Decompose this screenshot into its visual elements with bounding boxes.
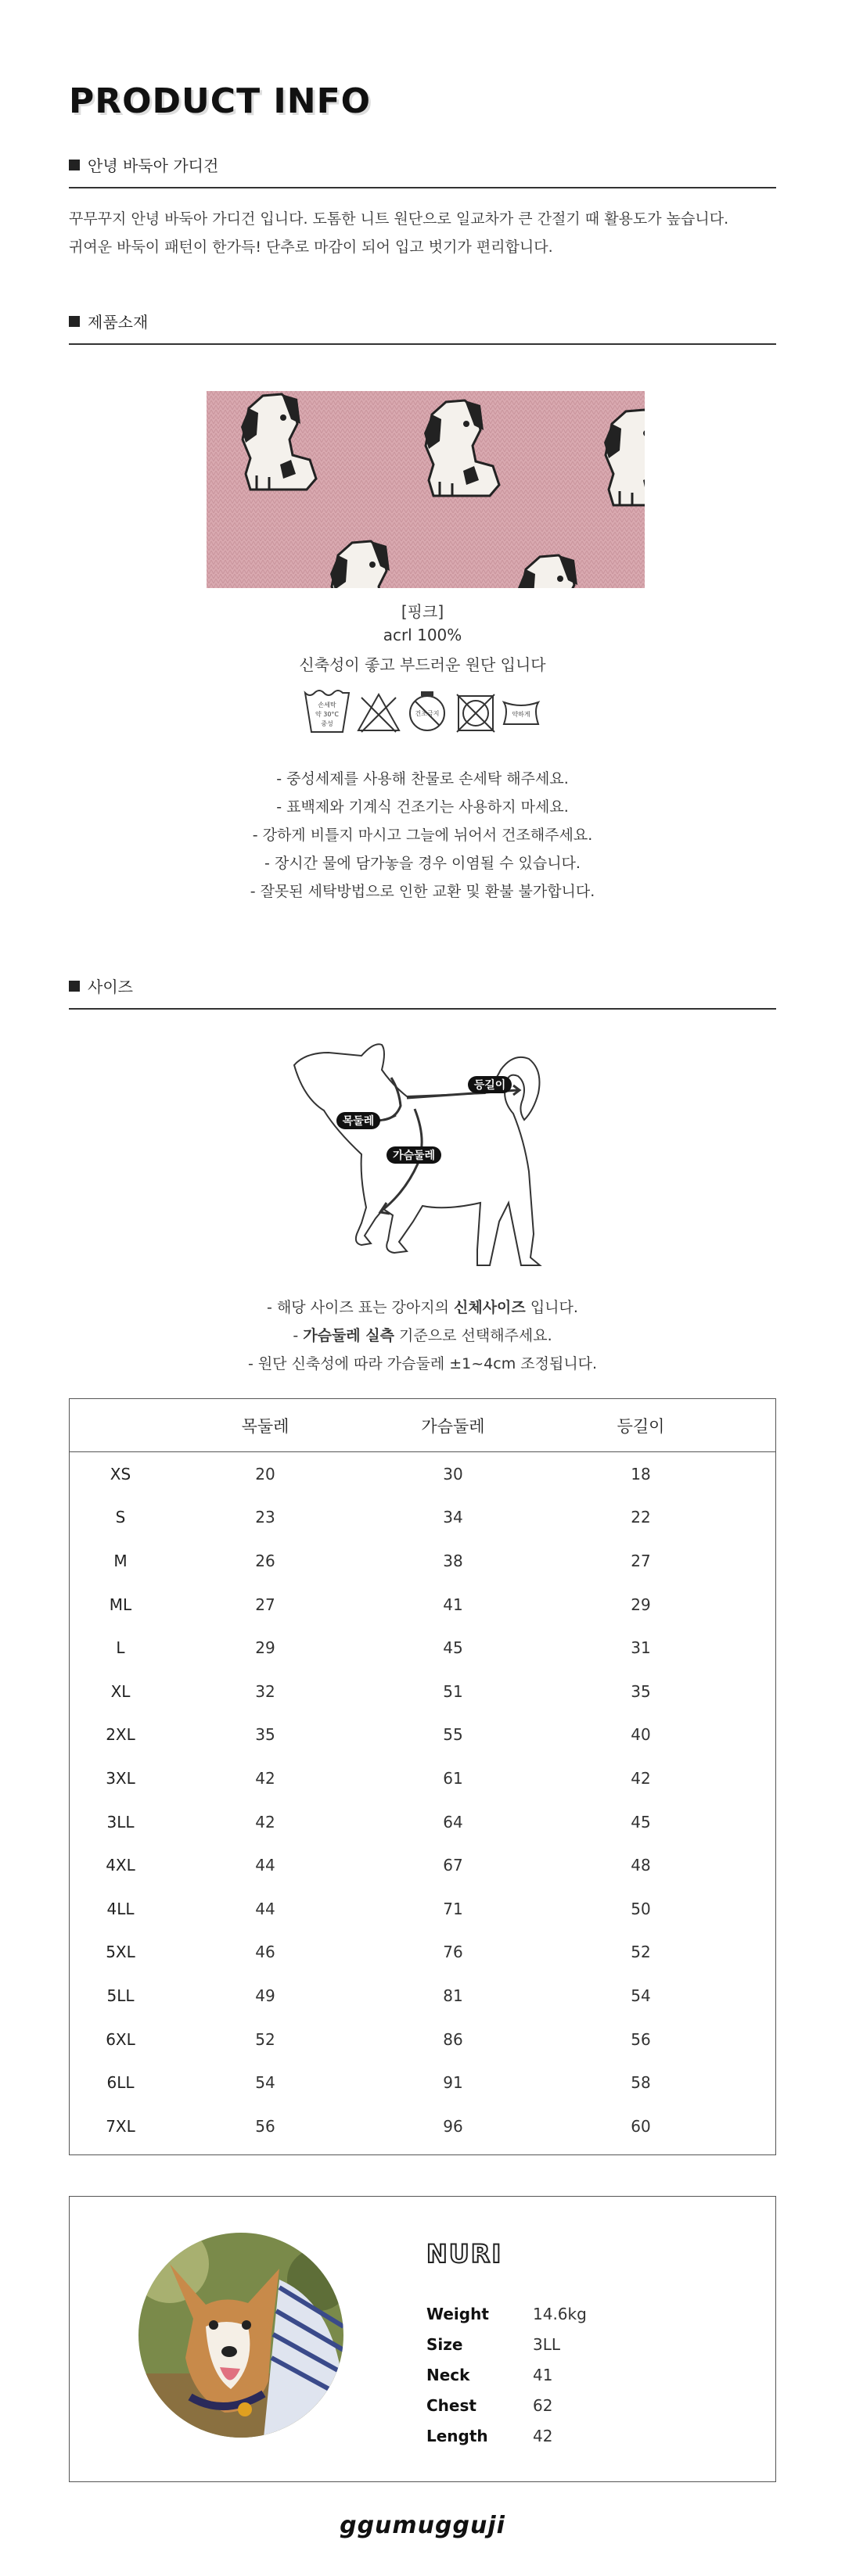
care-note-line: - 장시간 물에 담가놓을 경우 이염될 수 있습니다. [264,855,581,872]
size-notes [0,1293,845,1378]
size-value-cell: 60 [631,2116,651,2136]
iron-icon [504,702,538,724]
size-table [69,1398,776,2155]
model-spec-value: 14.6kg [533,2305,587,2323]
material-composition: acrl 100% [383,626,462,644]
size-label-cell: M [113,1551,128,1570]
no-tumble-dry-icon [410,691,444,730]
table-header-cell: 등길이 [617,1416,665,1436]
size-label-cell: 5XL [106,1943,135,1962]
model-info-card [69,2196,776,2482]
square-bullet-icon [69,160,80,170]
table-row [70,1756,775,1800]
care-note-line: - 표백제와 기계식 건조기는 사용하지 마세요. [276,798,569,816]
size-value-cell: 42 [255,1812,275,1832]
model-spec-row [426,2366,552,2384]
section-heading-label: 제품소재 [88,313,149,332]
model-name: NURI [426,2239,503,2269]
table-row [70,2018,775,2061]
size-value-cell: 54 [255,2073,275,2093]
care-icons [304,688,541,737]
fabric-swatch-image [207,391,645,588]
square-bullet-icon [69,316,80,327]
size-value-cell: 34 [443,1508,463,1527]
size-table-header [70,1399,775,1452]
size-note-line: - 원단 신축성에 따라 가슴둘레 ±1~4cm 조정됩니다. [247,1355,598,1372]
table-header-cell: 목둘레 [241,1416,289,1436]
table-row [70,1887,775,1931]
size-value-cell: 71 [443,1899,463,1918]
model-spec-value: 42 [533,2427,553,2445]
size-value-cell: 64 [443,1812,463,1832]
size-value-cell: 29 [255,1638,275,1658]
size-value-cell: 56 [631,2029,651,2049]
model-spec-row [426,2427,552,2445]
size-value-cell: 48 [631,1856,651,1875]
care-text: 손세탁 [318,701,336,709]
size-label-cell: 5LL [106,1986,135,2005]
size-value-cell: 27 [255,1595,275,1614]
table-row [70,1670,775,1713]
section-heading-size [69,974,776,1010]
size-note-line [0,1322,845,1350]
dog-label-back: 등길이 [473,1079,506,1092]
size-value-cell: 38 [443,1551,463,1570]
size-value-cell: 50 [631,1899,651,1918]
care-notes [0,765,845,906]
table-row [70,1626,775,1670]
size-note-text: - [293,1327,304,1344]
size-value-cell: 55 [443,1725,463,1745]
size-value-cell: 18 [631,1464,651,1484]
product-description [69,205,776,261]
size-value-cell: 86 [443,2029,463,2049]
care-text: 중성 [321,720,333,727]
size-value-cell: 46 [255,1943,275,1962]
size-value-cell: 29 [631,1595,651,1614]
size-label-cell: 7XL [106,2116,135,2136]
model-spec-row [426,2396,552,2415]
size-value-cell: 61 [443,1768,463,1788]
table-row [70,1583,775,1627]
section-heading-product [69,153,776,188]
size-label-cell: 6LL [106,2073,135,2093]
care-text: 약하게 [512,711,530,718]
size-value-cell: 26 [255,1551,275,1570]
table-row [70,1800,775,1844]
color-label: [핑크] [401,602,444,621]
table-row [70,1496,775,1540]
size-note-bold: 신체사이즈 [454,1299,526,1316]
table-row [70,1713,775,1757]
size-label-cell: 4LL [106,1899,135,1918]
model-spec-key: Length [426,2427,488,2445]
dog-label-chest: 가슴둘레 [392,1150,436,1162]
size-value-cell: 67 [443,1856,463,1875]
care-text: 건조금지 [415,710,440,717]
size-value-cell: 56 [255,2116,275,2136]
size-value-cell: 27 [631,1551,651,1570]
table-row [70,1539,775,1583]
care-note-line: - 잘못된 세탁방법으로 인한 교환 및 환불 불가합니다. [250,883,595,900]
table-row [70,1931,775,1975]
dog-label-neck: 목둘레 [342,1115,375,1128]
size-label-cell: 3LL [106,1812,135,1832]
size-label-cell: 3XL [106,1768,135,1788]
model-spec-key: Chest [426,2396,476,2415]
model-spec-value: 3LL [533,2335,561,2354]
size-value-cell: 44 [255,1899,275,1918]
size-value-cell: 35 [255,1725,275,1745]
hand-wash-icon [305,691,349,732]
size-value-cell: 52 [631,1943,651,1962]
size-label-cell: L [116,1638,125,1658]
size-value-cell: 96 [443,2116,463,2136]
size-label-cell: S [115,1508,126,1527]
description-line: 귀여운 바둑이 패턴이 한가득! 단추로 마감이 되어 입고 벗기가 편리합니다. [69,239,553,256]
size-label-cell: XS [110,1464,131,1484]
no-dryer-icon [457,694,494,732]
dog-measurement-diagram [289,1039,556,1289]
table-row [70,1843,775,1887]
size-value-cell: 54 [631,1986,651,2005]
size-note-text: - 해당 사이즈 표는 강아지의 [267,1299,454,1316]
size-value-cell: 20 [255,1464,275,1484]
table-row [70,1452,775,1496]
size-value-cell: 44 [255,1856,275,1875]
table-header-cell: 가슴둘레 [421,1416,485,1436]
size-note-line [0,1293,845,1322]
model-spec-value: 41 [533,2366,553,2384]
size-value-cell: 81 [443,1986,463,2005]
care-text: 약 30°C [315,711,340,718]
model-spec-value: 62 [533,2396,553,2415]
size-value-cell: 91 [443,2073,463,2093]
square-bullet-icon [69,981,80,992]
size-label-cell: XL [110,1681,131,1701]
size-value-cell: 30 [443,1464,463,1484]
section-heading-material [69,310,776,345]
model-spec-row [426,2335,560,2354]
material-note: 신축성이 좋고 부드러운 원단 입니다 [299,655,546,674]
size-value-cell: 58 [631,2073,651,2093]
model-spec-key: Size [426,2335,463,2354]
size-note-text: 기준으로 선택해주세요. [394,1327,552,1344]
section-heading-label: 안녕 바둑아 가디건 [88,156,219,175]
table-row [70,2061,775,2104]
size-value-cell: 45 [443,1638,463,1658]
size-value-cell: 42 [631,1768,651,1788]
care-note-line: - 강하게 비틀지 마시고 그늘에 뉘어서 건조해주세요. [252,827,593,844]
size-value-cell: 45 [631,1812,651,1832]
size-label-cell: 2XL [106,1725,135,1745]
model-spec-row [426,2305,587,2323]
section-heading-label: 사이즈 [88,978,133,996]
size-value-cell: 52 [255,2029,275,2049]
care-note-line: - 중성세제를 사용해 찬물로 손세탁 해주세요. [276,770,569,788]
size-label-cell: 4XL [106,1856,135,1875]
size-value-cell: 23 [255,1508,275,1527]
brand-logo: ggumugguji [340,2512,505,2539]
size-value-cell: 31 [631,1638,651,1658]
size-value-cell: 40 [631,1725,651,1745]
size-note-bold: 가슴둘레 실측 [303,1327,394,1344]
no-bleach-icon [358,694,399,732]
size-value-cell: 41 [443,1595,463,1614]
model-dog-photo [138,2233,343,2438]
model-spec-key: Neck [426,2366,470,2384]
size-value-cell: 49 [255,1986,275,2005]
size-note-text: 입니다. [525,1299,578,1316]
model-spec-key: Weight [426,2305,489,2323]
page-title: PRODUCT INFO [69,81,372,121]
size-value-cell: 22 [631,1508,651,1527]
size-value-cell: 32 [255,1681,275,1701]
size-label-cell: 6XL [106,2029,135,2049]
description-line: 꾸무꾸지 안녕 바둑아 가디건 입니다. 도톰한 니트 원단으로 일교차가 큰 간절기 때 활용도가 높습니다. [69,210,729,228]
size-label-cell: ML [109,1595,132,1614]
table-row [70,1974,775,2018]
size-value-cell: 35 [631,1681,651,1701]
table-row [70,2104,775,2148]
size-value-cell: 76 [443,1943,463,1962]
size-table-body [70,1452,775,2148]
size-value-cell: 51 [443,1681,463,1701]
size-value-cell: 42 [255,1768,275,1788]
